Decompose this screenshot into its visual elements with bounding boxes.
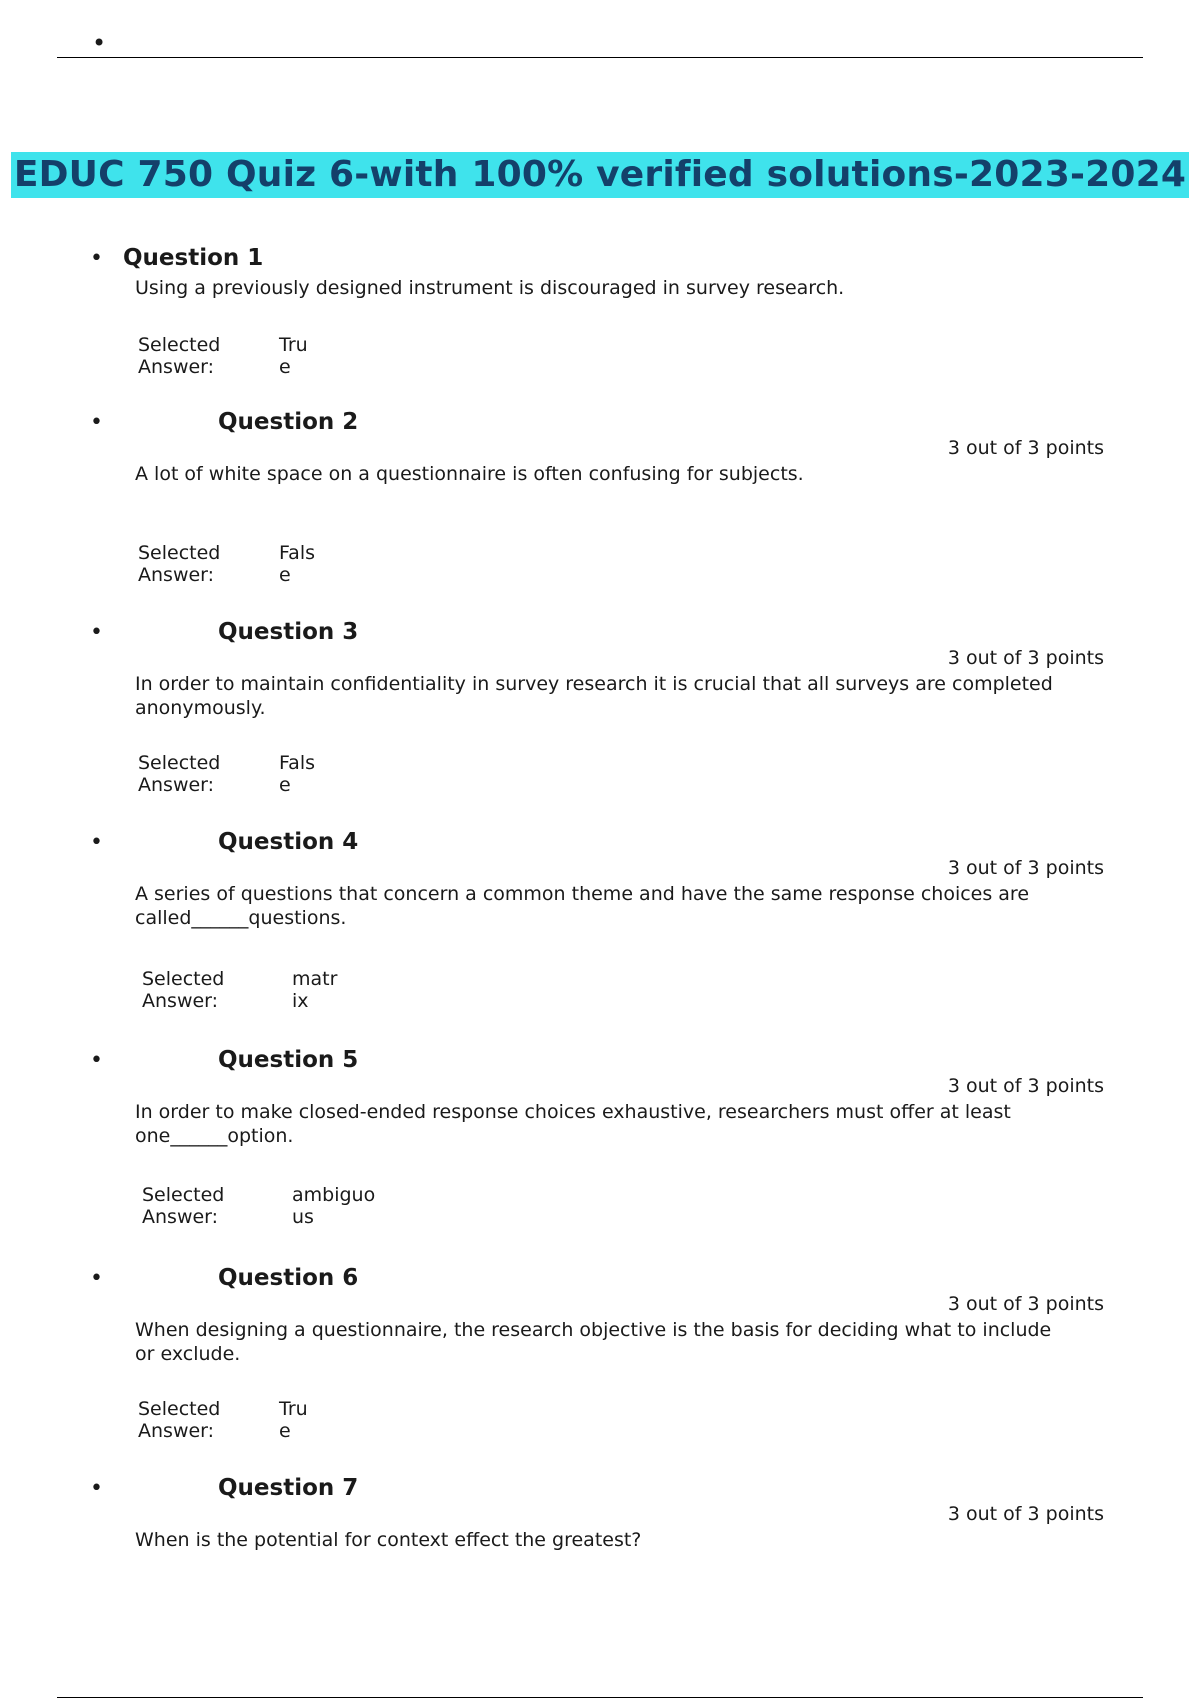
question-bullet: •	[90, 1048, 103, 1073]
selected-answer-value: True	[279, 334, 308, 378]
question-title: Question 7	[218, 1475, 359, 1501]
selected-answer-value: matrix	[292, 968, 338, 1012]
question-text: A lot of white space on a questionnaire is often confusing for subjects.	[135, 463, 804, 485]
top-bullet: •	[92, 29, 107, 57]
question-bullet: •	[90, 830, 103, 855]
selected-answer-value: True	[279, 1398, 308, 1442]
question-points: 3 out of 3 points	[947, 647, 1104, 669]
question-title: Question 1	[123, 245, 264, 271]
selected-answer-label: Selected Answer:	[142, 1184, 225, 1228]
question-points: 3 out of 3 points	[947, 437, 1104, 459]
selected-answer-label: Selected Answer:	[138, 334, 221, 378]
question-points: 3 out of 3 points	[947, 1293, 1104, 1315]
question-text: When designing a questionnaire, the research objective is the basis for deciding what to include or exclude.	[135, 1319, 1052, 1365]
question-bullet: •	[90, 1266, 103, 1291]
question-title: Question 3	[218, 619, 359, 645]
question-bullet: •	[90, 620, 103, 645]
selected-answer-label: Selected Answer:	[138, 1398, 221, 1442]
question-title: Question 4	[218, 829, 359, 855]
question-text: In order to maintain confidentiality in survey research it is crucial that all surveys are completed anonymously.	[135, 673, 1053, 719]
bottom-rule	[57, 1697, 1143, 1698]
question-text: In order to make closed-ended response choices exhaustive, researchers must offer at least one______option.	[135, 1101, 1011, 1147]
selected-answer-value: False	[279, 752, 316, 796]
question-title: Question 2	[218, 409, 359, 435]
question-text: Using a previously designed instrument is discouraged in survey research.	[135, 277, 845, 299]
selected-answer-label: Selected Answer:	[142, 968, 225, 1012]
selected-answer-label: Selected Answer:	[138, 542, 221, 586]
question-title: Question 5	[218, 1047, 359, 1073]
selected-answer-value: False	[279, 542, 316, 586]
document-title: EDUC 750 Quiz 6-with 100% verified solutions-2023-2024	[11, 152, 1189, 198]
question-text: When is the potential for context effect the greatest?	[135, 1529, 642, 1551]
top-rule	[57, 57, 1143, 58]
question-title: Question 6	[218, 1265, 359, 1291]
question-points: 3 out of 3 points	[947, 1075, 1104, 1097]
question-points: 3 out of 3 points	[947, 1503, 1104, 1525]
question-text: A series of questions that concern a common theme and have the same response choices are called______questions.	[135, 883, 1030, 929]
selected-answer-value: ambiguous	[292, 1184, 376, 1228]
question-bullet: •	[90, 1476, 103, 1501]
question-bullet: •	[90, 410, 103, 435]
title-wrap	[0, 152, 1200, 198]
question-bullet: •	[90, 246, 103, 271]
selected-answer-label: Selected Answer:	[138, 752, 221, 796]
question-points: 3 out of 3 points	[947, 857, 1104, 879]
